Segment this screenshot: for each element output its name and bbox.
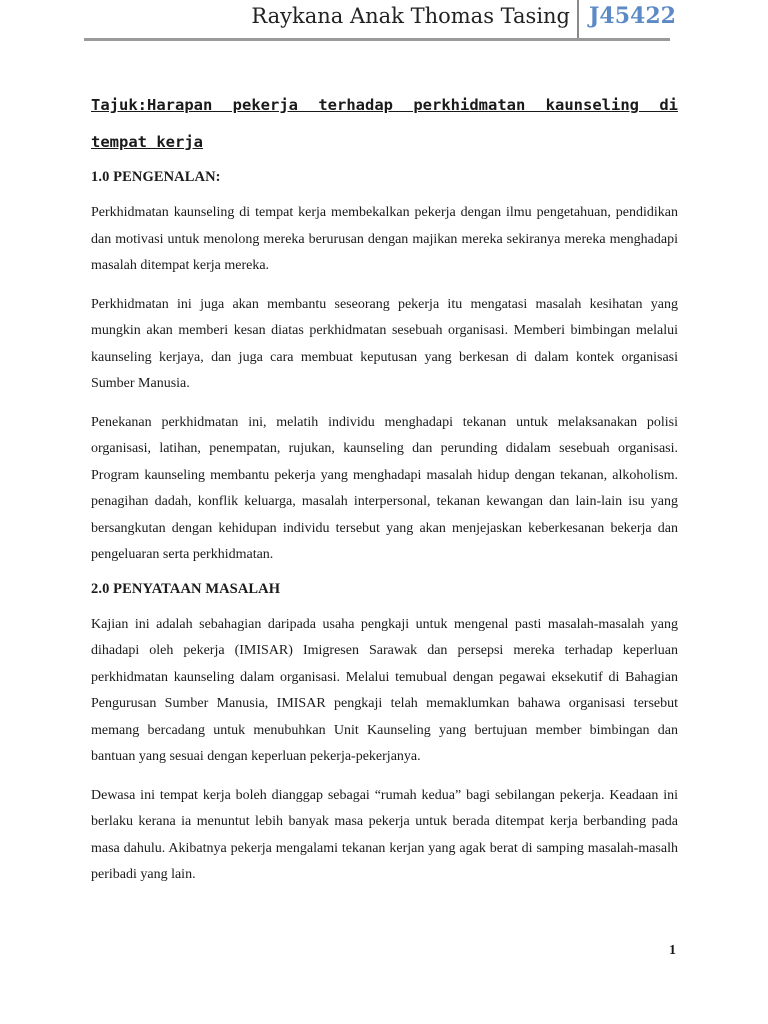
- header-divider: [577, 0, 579, 38]
- paragraph: Kajian ini adalah sebahagian daripada usaha pengkaji untuk mengenal pasti masalah-masalah yang dihadapi oleh pekerja (IMISAR) Imigresen Sarawak dan persepsi mereka terhadap keperluan perkhidmatan kaunseling dalam organisasi. Melalui temubual dengan pegawai eksekutif di Bahagian Pengurusan Sumber Manusia, IMISAR pengkaji telah memaklumkan bahawa organisasi tersebut memang bercadang untuk menubuhkan Unit Kaunseling yang bertujuan member bimbingan dan bantuan yang sesuai dengan keperluan pekerja-pekerjanya.: [91, 616, 678, 764]
- paragraph: Perkhidmatan kaunseling di tempat kerja membekalkan pekerja dengan ilmu pengetahuan, pendidikan dan motivasi untuk menolong mereka berurusan dengan majikan mereka sekiranya mereka menghadapi masalah ditempat kerja mereka.: [91, 205, 678, 273]
- page-header: [84, 0, 676, 41]
- author-name: Raykana Anak Thomas Tasing: [251, 4, 570, 28]
- student-id: J45422: [589, 3, 676, 29]
- page-number: 1: [669, 943, 676, 958]
- document-body: [91, 87, 678, 901]
- document-title: Tajuk:Harapan pekerja terhadap perkhidmatan kaunseling di tempat kerja: [91, 96, 678, 151]
- paragraph: Penekanan perkhidmatan ini, melatih individu menghadapi tekanan untuk melaksanakan polisi organisasi, latihan, penempatan, rujukan, kaunseling dan perunding didalam sesebuah organisasi. Program kaunseling membantu pekerja yang menghadapi masalah hidup dengan tekanan, alkoholism. penagihan dadah, konflik keluarga, masalah interpersonal, tekanan kewangan dan lain-lain isu yang bersangkutan dengan kehidupan individu tersebut yang akan menjejaskan keberkesanan bekerja dan pengeluaran serta perkhidmatan.: [91, 414, 678, 562]
- section-heading-problem-statement: 2.0 PENYATAAN MASALAH: [91, 580, 281, 597]
- paragraph: Perkhidmatan ini juga akan membantu seseorang pekerja itu mengatasi masalah kesihatan yang mungkin akan memberi kesan diatas perkhidmatan sesebuah organisasi. Memberi bimbingan melalui kaunseling kerjaya, dan juga cara membuat keputusan yang berkesan di dalam kontek organisasi Sumber Manusia.: [91, 296, 678, 391]
- paragraph: Dewasa ini tempat kerja boleh dianggap sebagai “rumah kedua” bagi sebilangan pekerja. Keadaan ini berlaku kerana ia menuntut lebih banyak masa pekerja untuk berada ditempat kerja berbanding pada masa dahulu. Akibatnya pekerja mengalami tekanan kerjan yang agak berat di samping masalah-masalh peribadi yang lain.: [91, 787, 678, 882]
- section-heading-introduction: 1.0 PENGENALAN:: [91, 169, 221, 185]
